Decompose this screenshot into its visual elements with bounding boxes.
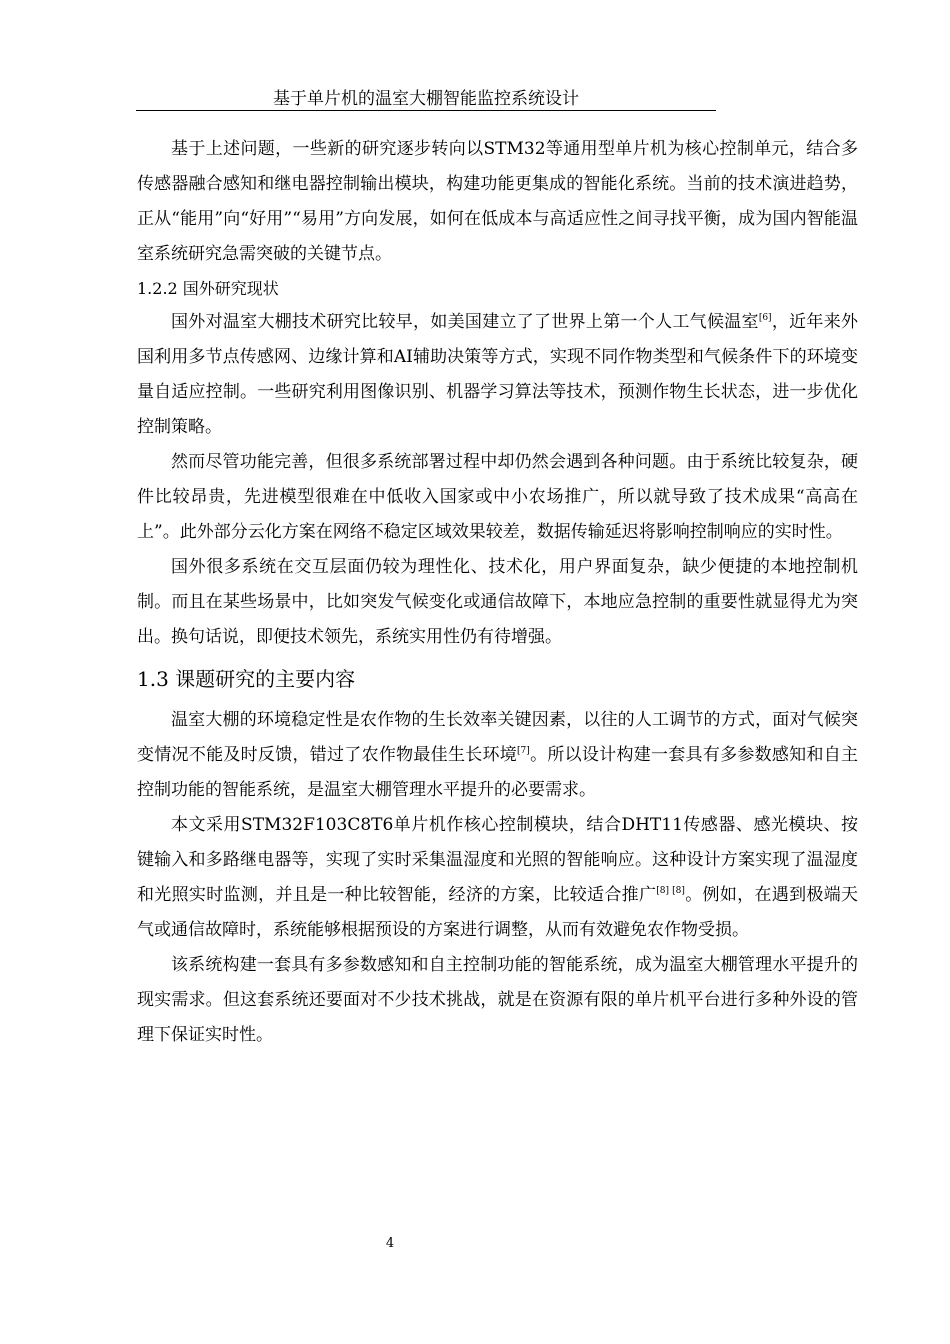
section-heading-1-3: 1.3 课题研究的主要内容 [137, 667, 356, 691]
citation-ref: [8] [8] [656, 886, 685, 896]
paragraph-environment-stability [137, 703, 858, 808]
page-number: 4 [385, 1236, 395, 1251]
citation-ref: [7] [517, 746, 530, 756]
document-body [137, 132, 858, 1053]
paragraph-domestic-trend: 基于上述问题，一些新的研究逐步转向以STM32等通用型单片机为核心控制单元，结合多传感器融合感知和继电器控制输出模块，构建功能更集成的智能化系统。当前的技术演进趋势，正从“能用”向“好用”“易用”方向发展，如何在低成本与高适应性之间寻找平衡，成为国内智能温室系统研究急需突破的关键节点。 [137, 139, 858, 264]
section-heading-1-2-2: 1.2.2 国外研究现状 [137, 279, 279, 298]
paragraph-foreign-problems: 然而尽管功能完善，但很多系统部署过程中却仍然会遇到各种问题。由于系统比较复杂，硬件比较昂贵，先进模型很难在中低收入国家或中小农场推广，所以就导致了技术成果“高高在上”。此外部分云化方案在网络不稳定区域效果较差，数据传输延迟将影响控制响应的实时性。 [137, 452, 858, 542]
paragraph-foreign-interaction: 国外很多系统在交互层面仍较为理性化、技术化，用户界面复杂，缺少便捷的本地控制机制。而且在某些场景中，比如突发气候变化或通信故障下，本地应急控制的重要性就显得尤为突出。换句话说，即便技术领先，系统实用性仍有待增强。 [137, 557, 858, 647]
paragraph-text: 。所以设计构建一套具有多参数感知和自主控制功能的智能系统，是温室大棚管理水平提升的必要需求。 [137, 745, 859, 800]
paragraph-text: ，近年来外国利用多节点传感网、边缘计算和AI辅助决策等方式，实现不同作物类型和气候条件下的环境变量自适应控制。一些研究利用图像识别、机器学习算法等技术，预测作物生长状态，进一步优化控制策略。 [137, 312, 859, 437]
paragraph-system-challenges: 该系统构建一套具有多参数感知和自主控制功能的智能系统，成为温室大棚管理水平提升的现实需求。但这套系统还要面对不少技术挑战，就是在资源有限的单片机平台进行多种外设的管理下保证实时性。 [137, 955, 858, 1045]
paragraph-text: 。例如，在遇到极端天气或通信故障时，系统能够根据预设的方案进行调整，从而有效避免农作物受损。 [137, 885, 859, 940]
paragraph-text: 本文采用STM32F103C8T6单片机作核心控制模块，结合DHT11传感器、感光模块、按键输入和多路继电器等，实现了实时采集温湿度和光照的智能响应。这种设计方案实现了温湿度和光照实时监测，并且是一种比较智能，经济的方案，比较适合推广 [137, 815, 858, 905]
paragraph-text: 温室大棚的环境稳定性是农作物的生长效率关键因素，以往的人工调节的方式，面对气候突变情况不能及时反馈，错过了农作物最佳生长环境 [137, 710, 858, 765]
running-header: 基于单片机的温室大棚智能监控系统设计 [273, 89, 579, 109]
header-rule [136, 110, 716, 111]
citation-ref: [6] [758, 313, 772, 323]
paragraph-text: 国外对温室大棚技术研究比较早，如美国建立了了世界上第一个人工气候温室 [171, 312, 759, 332]
paragraph-foreign-research [137, 305, 858, 445]
paragraph-system-design [137, 808, 858, 948]
